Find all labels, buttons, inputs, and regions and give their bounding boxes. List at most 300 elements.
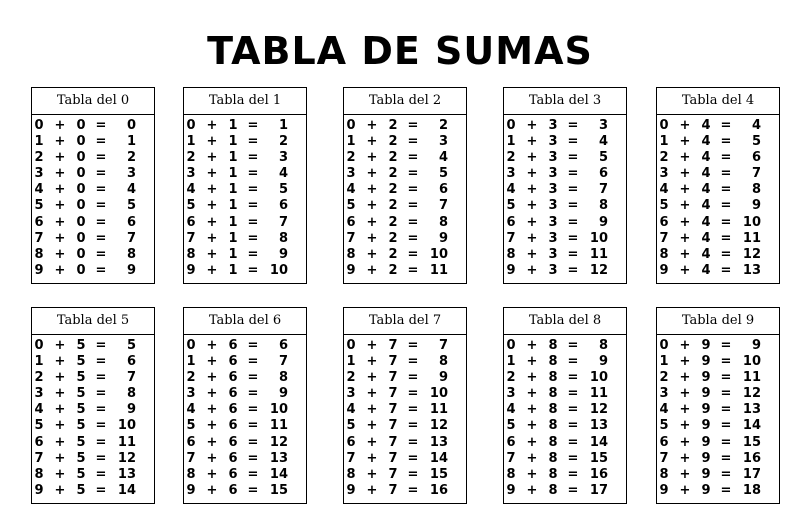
- plus-sign: +: [679, 482, 691, 498]
- equation-row: [657, 263, 779, 279]
- equation-row: [504, 231, 626, 247]
- equals-sign: =: [567, 466, 579, 482]
- equation-row: [504, 435, 626, 451]
- addend-b: 9: [701, 354, 711, 370]
- equation-row: [32, 418, 154, 434]
- plus-sign: +: [679, 338, 691, 353]
- plus-sign: +: [679, 434, 691, 450]
- equals-sign: =: [95, 450, 107, 466]
- addend-a: 8: [34, 246, 44, 262]
- addend-b: 3: [548, 134, 558, 150]
- equals-sign: =: [247, 370, 259, 386]
- addend-b: 4: [701, 182, 711, 198]
- equation-row: [504, 467, 626, 483]
- addend-a: 3: [659, 386, 669, 402]
- equation-row: [32, 435, 154, 451]
- addend-b: 1: [228, 150, 238, 166]
- addend-b: 4: [701, 214, 711, 230]
- sum-result: 10: [429, 246, 448, 262]
- plus-sign: +: [206, 386, 218, 402]
- addend-b: 3: [548, 198, 558, 214]
- plus-sign: +: [206, 466, 218, 482]
- plus-sign: +: [366, 134, 378, 150]
- equals-sign: =: [407, 402, 419, 418]
- equals-sign: =: [247, 246, 259, 262]
- sum-result: 4: [126, 182, 136, 198]
- plus-sign: +: [54, 386, 66, 402]
- sum-result: 14: [742, 418, 761, 434]
- equals-sign: =: [95, 230, 107, 246]
- plus-sign: +: [526, 338, 538, 353]
- equation-row: [184, 247, 306, 263]
- addition-table-card: [31, 307, 155, 504]
- equals-sign: =: [407, 150, 419, 166]
- equals-sign: =: [247, 418, 259, 434]
- plus-sign: +: [679, 354, 691, 370]
- addend-a: 1: [346, 134, 356, 150]
- equation-row: [504, 386, 626, 402]
- addend-a: 9: [186, 482, 196, 498]
- addend-a: 7: [659, 450, 669, 466]
- equation-row: [184, 402, 306, 418]
- equation-row: [184, 198, 306, 214]
- equation-row: [344, 435, 466, 451]
- addend-b: 1: [228, 246, 238, 262]
- addend-a: 8: [506, 246, 516, 262]
- equals-sign: =: [720, 450, 732, 466]
- plus-sign: +: [366, 262, 378, 278]
- equals-sign: =: [95, 418, 107, 434]
- sum-result: 2: [438, 118, 448, 133]
- equals-sign: =: [567, 450, 579, 466]
- equation-row: [32, 354, 154, 370]
- table-heading: Tabla del 6: [184, 308, 306, 335]
- equation-row: [657, 435, 779, 451]
- table-heading: Tabla del 8: [504, 308, 626, 335]
- equation-row: [504, 182, 626, 198]
- addend-b: 1: [228, 182, 238, 198]
- addend-a: 6: [659, 214, 669, 230]
- addend-b: 5: [76, 482, 86, 498]
- addend-a: 6: [506, 434, 516, 450]
- sum-result: 7: [126, 230, 136, 246]
- addend-b: 7: [388, 386, 398, 402]
- addend-a: 0: [659, 338, 669, 353]
- equation-row: [657, 166, 779, 182]
- equals-sign: =: [95, 466, 107, 482]
- equals-sign: =: [95, 198, 107, 214]
- plus-sign: +: [679, 262, 691, 278]
- plus-sign: +: [206, 230, 218, 246]
- equation-row: [504, 215, 626, 231]
- equals-sign: =: [567, 482, 579, 498]
- plus-sign: +: [366, 482, 378, 498]
- plus-sign: +: [526, 134, 538, 150]
- addend-b: 6: [228, 338, 238, 353]
- plus-sign: +: [54, 214, 66, 230]
- sum-result: 16: [429, 482, 448, 498]
- plus-sign: +: [54, 118, 66, 133]
- equals-sign: =: [720, 482, 732, 498]
- equation-row: [184, 150, 306, 166]
- addend-a: 8: [346, 246, 356, 262]
- addend-b: 2: [388, 166, 398, 182]
- equation-row: [504, 451, 626, 467]
- plus-sign: +: [679, 182, 691, 198]
- sum-result: 6: [438, 182, 448, 198]
- equation-row: [32, 247, 154, 263]
- addend-b: 4: [701, 246, 711, 262]
- addend-a: 7: [186, 230, 196, 246]
- addend-b: 1: [228, 214, 238, 230]
- addend-a: 0: [34, 338, 44, 353]
- plus-sign: +: [526, 166, 538, 182]
- addend-a: 7: [659, 230, 669, 246]
- equals-sign: =: [407, 482, 419, 498]
- equation-row: [504, 338, 626, 354]
- sum-result: 9: [278, 246, 288, 262]
- equation-row: [184, 451, 306, 467]
- equals-sign: =: [95, 386, 107, 402]
- addend-a: 8: [186, 246, 196, 262]
- table-heading: Tabla del 3: [504, 88, 626, 115]
- plus-sign: +: [54, 354, 66, 370]
- addend-a: 5: [659, 198, 669, 214]
- sum-result: 8: [126, 386, 136, 402]
- equation-row: [32, 118, 154, 134]
- plus-sign: +: [54, 450, 66, 466]
- addend-b: 5: [76, 466, 86, 482]
- sum-result: 15: [269, 482, 288, 498]
- equation-row: [344, 467, 466, 483]
- sum-result: 9: [278, 386, 288, 402]
- equals-sign: =: [720, 370, 732, 386]
- plus-sign: +: [206, 354, 218, 370]
- equals-sign: =: [95, 338, 107, 353]
- equation-row: [32, 166, 154, 182]
- addend-b: 6: [228, 402, 238, 418]
- plus-sign: +: [206, 450, 218, 466]
- addend-a: 7: [346, 230, 356, 246]
- addition-table-card: [343, 87, 467, 284]
- plus-sign: +: [206, 246, 218, 262]
- equals-sign: =: [567, 230, 579, 246]
- addend-b: 3: [548, 214, 558, 230]
- equation-row: [504, 150, 626, 166]
- addend-a: 1: [34, 354, 44, 370]
- addend-b: 3: [548, 166, 558, 182]
- equation-row: [504, 402, 626, 418]
- equals-sign: =: [720, 150, 732, 166]
- addend-a: 0: [346, 338, 356, 353]
- addition-table-card: [31, 87, 155, 284]
- plus-sign: +: [679, 118, 691, 133]
- plus-sign: +: [526, 434, 538, 450]
- plus-sign: +: [54, 466, 66, 482]
- equals-sign: =: [567, 182, 579, 198]
- sum-result: 10: [742, 354, 761, 370]
- addend-a: 0: [506, 118, 516, 133]
- equals-sign: =: [567, 370, 579, 386]
- equals-sign: =: [567, 338, 579, 353]
- sum-result: 6: [278, 198, 288, 214]
- equals-sign: =: [407, 166, 419, 182]
- addend-b: 4: [701, 230, 711, 246]
- sum-result: 8: [598, 338, 608, 353]
- plus-sign: +: [206, 262, 218, 278]
- equation-row: [344, 402, 466, 418]
- equals-sign: =: [407, 450, 419, 466]
- plus-sign: +: [366, 214, 378, 230]
- equation-row: [504, 247, 626, 263]
- addend-a: 2: [506, 370, 516, 386]
- addend-b: 8: [548, 466, 558, 482]
- addend-a: 0: [506, 338, 516, 353]
- equals-sign: =: [567, 418, 579, 434]
- equation-row: [184, 215, 306, 231]
- addend-a: 6: [346, 434, 356, 450]
- sum-result: 10: [269, 402, 288, 418]
- equation-row: [184, 134, 306, 150]
- equals-sign: =: [247, 466, 259, 482]
- plus-sign: +: [54, 230, 66, 246]
- addend-a: 4: [34, 402, 44, 418]
- addend-b: 2: [388, 150, 398, 166]
- equals-sign: =: [567, 118, 579, 133]
- addend-a: 8: [659, 466, 669, 482]
- table-heading: Tabla del 1: [184, 88, 306, 115]
- sum-result: 3: [278, 150, 288, 166]
- sum-result: 16: [589, 466, 608, 482]
- plus-sign: +: [206, 418, 218, 434]
- equation-row: [657, 182, 779, 198]
- sum-result: 11: [429, 262, 448, 278]
- sum-result: 15: [429, 466, 448, 482]
- equation-row: [504, 134, 626, 150]
- plus-sign: +: [526, 402, 538, 418]
- addend-a: 1: [186, 134, 196, 150]
- equals-sign: =: [247, 150, 259, 166]
- addend-a: 3: [346, 386, 356, 402]
- addend-b: 4: [701, 166, 711, 182]
- plus-sign: +: [679, 150, 691, 166]
- sum-result: 3: [126, 166, 136, 182]
- plus-sign: +: [366, 418, 378, 434]
- equation-row: [344, 338, 466, 354]
- plus-sign: +: [366, 338, 378, 353]
- equals-sign: =: [407, 198, 419, 214]
- equation-row: [657, 150, 779, 166]
- equals-sign: =: [95, 214, 107, 230]
- addend-b: 5: [76, 434, 86, 450]
- equals-sign: =: [720, 214, 732, 230]
- addend-b: 5: [76, 338, 86, 353]
- addend-a: 9: [506, 262, 516, 278]
- equals-sign: =: [95, 262, 107, 278]
- equals-sign: =: [720, 118, 732, 133]
- equals-sign: =: [247, 402, 259, 418]
- sum-result: 9: [126, 402, 136, 418]
- sum-result: 11: [589, 246, 608, 262]
- plus-sign: +: [526, 370, 538, 386]
- equals-sign: =: [407, 354, 419, 370]
- sum-result: 4: [751, 118, 761, 133]
- addend-b: 2: [388, 246, 398, 262]
- sum-result: 11: [269, 418, 288, 434]
- plus-sign: +: [206, 166, 218, 182]
- plus-sign: +: [679, 246, 691, 262]
- sum-result: 13: [117, 466, 136, 482]
- plus-sign: +: [366, 182, 378, 198]
- addition-table-card: [503, 307, 627, 504]
- equation-row: [657, 467, 779, 483]
- equation-row: [184, 483, 306, 499]
- equals-sign: =: [567, 402, 579, 418]
- addend-a: 8: [506, 466, 516, 482]
- addend-a: 7: [186, 450, 196, 466]
- addend-a: 5: [186, 198, 196, 214]
- addend-a: 4: [186, 402, 196, 418]
- addend-b: 9: [701, 370, 711, 386]
- plus-sign: +: [366, 386, 378, 402]
- equation-row: [184, 182, 306, 198]
- addend-b: 5: [76, 386, 86, 402]
- equals-sign: =: [95, 118, 107, 133]
- sum-result: 7: [598, 182, 608, 198]
- plus-sign: +: [206, 402, 218, 418]
- equation-row: [344, 483, 466, 499]
- sum-result: 7: [278, 354, 288, 370]
- plus-sign: +: [526, 450, 538, 466]
- addend-a: 6: [659, 434, 669, 450]
- addend-b: 4: [701, 118, 711, 133]
- sum-result: 10: [589, 230, 608, 246]
- equals-sign: =: [95, 134, 107, 150]
- sum-result: 11: [742, 370, 761, 386]
- addend-b: 4: [701, 150, 711, 166]
- addend-a: 2: [659, 150, 669, 166]
- equation-row: [32, 451, 154, 467]
- addend-a: 0: [186, 338, 196, 353]
- addition-table-card: [183, 307, 307, 504]
- equals-sign: =: [95, 354, 107, 370]
- equation-row: [184, 386, 306, 402]
- equation-row: [344, 386, 466, 402]
- plus-sign: +: [679, 198, 691, 214]
- plus-sign: +: [54, 182, 66, 198]
- addend-b: 8: [548, 354, 558, 370]
- equals-sign: =: [407, 134, 419, 150]
- plus-sign: +: [679, 166, 691, 182]
- equals-sign: =: [720, 354, 732, 370]
- plus-sign: +: [54, 370, 66, 386]
- plus-sign: +: [206, 118, 218, 133]
- addend-a: 9: [659, 482, 669, 498]
- plus-sign: +: [679, 134, 691, 150]
- sum-result: 13: [429, 434, 448, 450]
- sum-result: 16: [742, 450, 761, 466]
- sum-result: 4: [278, 166, 288, 182]
- addend-b: 8: [548, 418, 558, 434]
- equals-sign: =: [407, 246, 419, 262]
- equation-row: [32, 134, 154, 150]
- addition-table-card: [503, 87, 627, 284]
- equation-row: [184, 231, 306, 247]
- plus-sign: +: [54, 402, 66, 418]
- addend-b: 3: [548, 182, 558, 198]
- plus-sign: +: [679, 370, 691, 386]
- addend-a: 1: [34, 134, 44, 150]
- sum-result: 17: [589, 482, 608, 498]
- addend-b: 8: [548, 434, 558, 450]
- plus-sign: +: [526, 354, 538, 370]
- plus-sign: +: [526, 482, 538, 498]
- equation-row: [344, 263, 466, 279]
- equation-row: [504, 118, 626, 134]
- sum-result: 5: [751, 134, 761, 150]
- equals-sign: =: [720, 338, 732, 353]
- plus-sign: +: [679, 418, 691, 434]
- equals-sign: =: [247, 434, 259, 450]
- equation-row: [184, 354, 306, 370]
- equals-sign: =: [247, 354, 259, 370]
- addend-b: 6: [228, 434, 238, 450]
- equation-list: [504, 115, 626, 279]
- equation-row: [32, 483, 154, 499]
- addition-table-card: [343, 307, 467, 504]
- equation-list: [657, 115, 779, 279]
- sum-result: 7: [438, 198, 448, 214]
- addend-a: 1: [659, 354, 669, 370]
- sum-result: 12: [429, 418, 448, 434]
- addend-a: 2: [506, 150, 516, 166]
- plus-sign: +: [206, 214, 218, 230]
- equals-sign: =: [720, 166, 732, 182]
- page-title: TABLA DE SUMAS: [207, 29, 593, 73]
- plus-sign: +: [206, 198, 218, 214]
- addend-b: 4: [701, 134, 711, 150]
- sum-result: 14: [589, 434, 608, 450]
- equation-row: [184, 467, 306, 483]
- plus-sign: +: [54, 262, 66, 278]
- addend-a: 4: [659, 182, 669, 198]
- equation-list: [184, 115, 306, 279]
- equation-row: [344, 354, 466, 370]
- sum-result: 12: [117, 450, 136, 466]
- equation-row: [504, 263, 626, 279]
- addend-b: 9: [701, 482, 711, 498]
- sum-result: 2: [278, 134, 288, 150]
- sum-result: 10: [117, 418, 136, 434]
- sum-result: 13: [269, 450, 288, 466]
- plus-sign: +: [366, 198, 378, 214]
- addend-a: 5: [34, 198, 44, 214]
- equals-sign: =: [407, 418, 419, 434]
- equation-row: [184, 118, 306, 134]
- sum-result: 7: [278, 214, 288, 230]
- sum-result: 5: [126, 338, 136, 353]
- addend-b: 2: [388, 214, 398, 230]
- addend-a: 2: [346, 370, 356, 386]
- addend-b: 8: [548, 402, 558, 418]
- addend-b: 7: [388, 354, 398, 370]
- addend-b: 6: [228, 450, 238, 466]
- addend-a: 7: [346, 450, 356, 466]
- sum-result: 11: [117, 434, 136, 450]
- sum-result: 8: [278, 230, 288, 246]
- addend-b: 6: [228, 466, 238, 482]
- equals-sign: =: [720, 198, 732, 214]
